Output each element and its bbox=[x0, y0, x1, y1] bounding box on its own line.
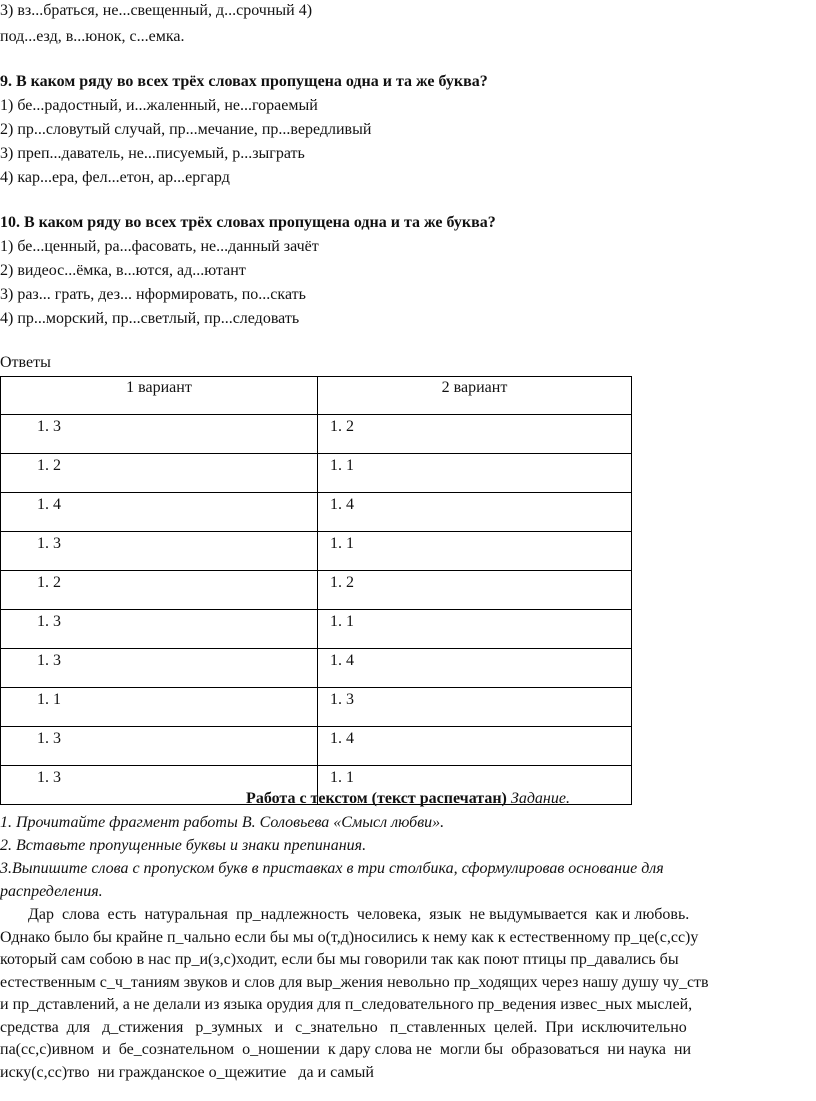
heading-italic: Задание. bbox=[506, 790, 570, 807]
option-4: 4) кар...ера, фел...етон, ар...ергард bbox=[0, 169, 230, 186]
question-title: 10. В каком ряду во всех трёх словах пропущена одна и та же буква? bbox=[0, 214, 496, 231]
answers-table bbox=[0, 376, 632, 805]
heading-bold: Работа с текстом (текст распечатан) bbox=[246, 790, 507, 807]
table-row bbox=[1, 610, 632, 649]
option-1: 1) бе...ценный, ра...фасовать, не...данный зачёт bbox=[0, 238, 319, 255]
option-1: 1) бе...радостный, и...жаленный, не...гораемый bbox=[0, 97, 318, 114]
table-row bbox=[1, 493, 632, 532]
option-3: 3) раз... грать, дез... нформировать, по...скать bbox=[0, 286, 306, 303]
table-row bbox=[1, 649, 632, 688]
column-header-variant-2: 2 вариант bbox=[318, 377, 632, 415]
table-cell: 1. 4 bbox=[318, 493, 632, 532]
text-fragment bbox=[0, 904, 784, 1084]
table-row bbox=[1, 571, 632, 610]
table-cell: 1. 2 bbox=[318, 415, 632, 454]
table-header-row bbox=[1, 377, 632, 415]
column-header-variant-1: 1 вариант bbox=[1, 377, 318, 415]
text-work-heading bbox=[0, 788, 816, 810]
table-row bbox=[1, 688, 632, 727]
answers-label: Ответы bbox=[0, 354, 51, 371]
option-2: 2) видеос...ёмка, в...ются, ад...ютант bbox=[0, 262, 246, 279]
text-line: 3) вз...браться, не...свещенный, д...срочный 4) bbox=[0, 2, 313, 19]
table-cell: 1. 3 bbox=[1, 532, 318, 571]
table-cell: 1. 3 bbox=[1, 727, 318, 766]
paragraph-line: который сам собою в нас пр_и(з,с)ходит, если бы мы говорили так как поют птицы пр_давались бы bbox=[0, 951, 679, 968]
table-cell: 1. 4 bbox=[318, 649, 632, 688]
paragraph-line: па(сс,с)ивном и бе_сознательном о_ношении к дару слова не могли бы образоваться ни наука ни bbox=[0, 1041, 692, 1058]
task-item: 1. Прочитайте фрагмент работы В. Соловьева «Смысл любви». bbox=[0, 814, 445, 831]
task-item: 2. Вставьте пропущенные буквы и знаки препинания. bbox=[0, 837, 367, 854]
table-cell: 1. 3 bbox=[1, 415, 318, 454]
paragraph-line: Дар слова есть натуральная пр_надлежность человека, язык не выдумывается как и любовь. bbox=[0, 906, 690, 923]
table-cell: 1. 2 bbox=[318, 571, 632, 610]
task-item: 3.Выпишите слова с пропуском букв в приставках в три столбика, сформулировав основание для bbox=[0, 860, 664, 877]
table-cell: 1. 4 bbox=[318, 727, 632, 766]
table-row bbox=[1, 727, 632, 766]
paragraph-line: средства для д_стижения р_зумных и с_знательно п_ставленных целей. При исключительно bbox=[0, 1018, 687, 1036]
table-cell: 1. 1 bbox=[318, 454, 632, 493]
task-item: распределения. bbox=[0, 883, 103, 900]
table-cell: 1. 3 bbox=[1, 766, 318, 805]
table-cell: 1. 1 bbox=[318, 532, 632, 571]
table-row bbox=[1, 454, 632, 493]
paragraph-line: и пр_дставлений, а не делали из языка орудия для п_следовательного пр_ведения извес_ных мыслей, bbox=[0, 996, 693, 1013]
text-line: под...езд, в...юнок, с...емка. bbox=[0, 28, 185, 45]
paragraph-line: иску(с,сс)тво ни гражданское о_щежитие да и самый bbox=[0, 1063, 374, 1081]
option-2: 2) пр...словутый случай, пр...мечание, пр...вередливый bbox=[0, 121, 372, 138]
table-cell: 1. 3 bbox=[1, 649, 318, 688]
table-row bbox=[1, 532, 632, 571]
table-cell: 1. 3 bbox=[318, 688, 632, 727]
table-cell: 1. 1 bbox=[1, 688, 318, 727]
table-cell: 1. 1 bbox=[318, 610, 632, 649]
table-cell: 1. 4 bbox=[1, 493, 318, 532]
table-cell: 1. 2 bbox=[1, 454, 318, 493]
option-4: 4) пр...морский, пр...светлый, пр...следовать bbox=[0, 310, 300, 327]
table-row bbox=[1, 415, 632, 454]
table-cell: 1. 2 bbox=[1, 571, 318, 610]
question-title: 9. В каком ряду во всех трёх словах пропущена одна и та же буква? bbox=[0, 73, 488, 90]
paragraph-line: естественным с_ч_таниям звуков и слов для выр_жения невольно пр_ходящих через нашу душу чу_ств bbox=[0, 973, 709, 991]
paragraph-line: Однако было бы крайне п_чально если бы мы о(т,д)носились к нему как к естественному пр_це(с,сс)у bbox=[0, 928, 699, 946]
option-3: 3) преп...даватель, не...писуемый, р...зыграть bbox=[0, 145, 305, 162]
table-cell: 1. 1 bbox=[318, 766, 632, 805]
table-cell: 1. 3 bbox=[1, 610, 318, 649]
